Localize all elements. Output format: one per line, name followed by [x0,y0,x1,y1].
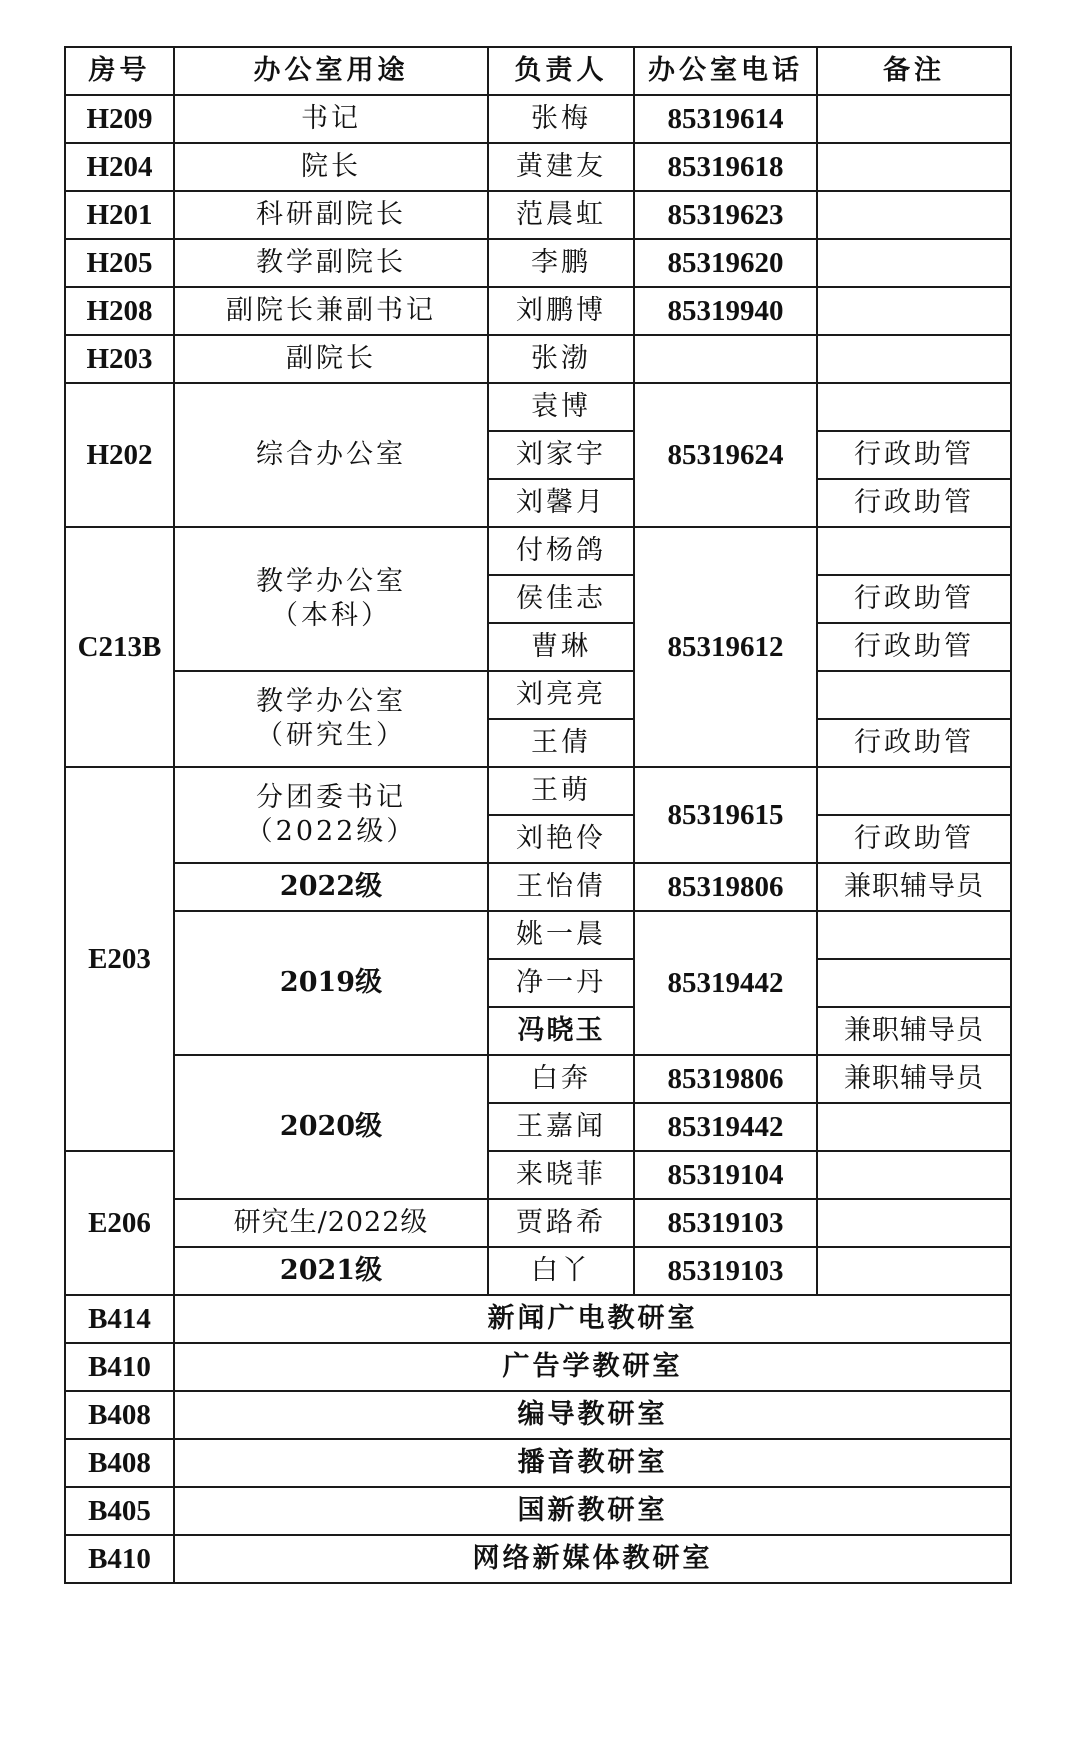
room-cell: B410 [65,1535,174,1583]
person-cell: 冯晓玉 [488,1007,634,1055]
room-cell: E206 [65,1151,174,1295]
purpose-line: （本科） [271,600,391,631]
phone-cell: 85319614 [634,95,817,143]
note-cell [817,95,1011,143]
person-cell: 刘亮亮 [488,671,634,719]
purpose-cell: 院长 [174,143,488,191]
person-cell: 张渤 [488,335,634,383]
person-cell: 张梅 [488,95,634,143]
note-cell [817,335,1011,383]
table-row [65,1439,1011,1487]
purpose-cell: 科研副院长 [174,191,488,239]
person-cell: 净一丹 [488,959,634,1007]
table-row [65,287,1011,335]
person-cell: 李鹏 [488,239,634,287]
phone-cell: 85319940 [634,287,817,335]
room-cell: E203 [65,767,174,1151]
phone-cell: 85319618 [634,143,817,191]
person-cell: 贾路希 [488,1199,634,1247]
purpose-cell: 教学副院长 [174,239,488,287]
table-row [65,95,1011,143]
phone-cell: 85319103 [634,1247,817,1295]
teaching-room-name: 新闻广电教研室 [174,1295,1011,1343]
purpose-line: 教学办公室 [256,686,406,718]
person-cell: 侯佳志 [488,575,634,623]
table-row [65,1343,1011,1391]
note-cell [817,1151,1011,1199]
note-cell: 兼职辅导员 [817,863,1011,911]
person-cell: 范晨虹 [488,191,634,239]
person-cell: 刘馨月 [488,479,634,527]
room-cell: H203 [65,335,174,383]
room-cell: B408 [65,1439,174,1487]
person-cell: 王嘉闻 [488,1103,634,1151]
table-row [65,143,1011,191]
header-purpose: 办公室用途 [174,47,488,95]
room-cell: B405 [65,1487,174,1535]
room-cell: H202 [65,383,174,527]
table-row [65,863,1011,911]
note-cell: 行政助管 [817,719,1011,767]
phone-cell [634,335,817,383]
table-row [65,1295,1011,1343]
room-cell: B408 [65,1391,174,1439]
teaching-room-name: 网络新媒体教研室 [174,1535,1011,1583]
table-row [65,767,1011,815]
person-cell: 刘鹏博 [488,287,634,335]
purpose-line: （研究生） [256,720,406,751]
phone-cell: 85319615 [634,767,817,863]
table-row [65,527,1011,575]
room-cell: H201 [65,191,174,239]
teaching-room-name: 广告学教研室 [174,1343,1011,1391]
purpose-line: 教学办公室 [256,566,406,598]
header-phone: 办公室电话 [634,47,817,95]
person-cell: 来晓菲 [488,1151,634,1199]
person-cell: 姚一晨 [488,911,634,959]
person-cell: 王萌 [488,767,634,815]
note-cell [817,671,1011,719]
table-row [65,1487,1011,1535]
phone-cell: 85319442 [634,911,817,1055]
person-cell: 袁博 [488,383,634,431]
teaching-room-name: 播音教研室 [174,1439,1011,1487]
note-cell [817,239,1011,287]
table-row [65,671,1011,719]
note-cell: 行政助管 [817,431,1011,479]
purpose-cell: 副院长兼副书记 [174,287,488,335]
teaching-room-name: 编导教研室 [174,1391,1011,1439]
table-row [65,1199,1011,1247]
room-cell: H205 [65,239,174,287]
note-cell [817,383,1011,431]
table-row [65,1535,1011,1583]
person-cell: 刘艳伶 [488,815,634,863]
table-row [65,911,1011,959]
note-cell [817,191,1011,239]
phone-cell: 85319103 [634,1199,817,1247]
room-cell: B410 [65,1343,174,1391]
note-cell [817,767,1011,815]
person-cell: 付杨鸽 [488,527,634,575]
purpose-cell: 综合办公室 [174,383,488,527]
purpose-cell [174,527,488,671]
purpose-cell: 2021级 [174,1247,488,1295]
phone-cell: 85319612 [634,527,817,767]
teaching-room-name: 国新教研室 [174,1487,1011,1535]
table-row [65,1391,1011,1439]
table-row [65,239,1011,287]
person-cell: 黄建友 [488,143,634,191]
table-row [65,1055,1011,1103]
note-cell [817,1199,1011,1247]
purpose-cell: 2022级 [174,863,488,911]
purpose-cell: 2019级 [174,911,488,1055]
header-row [65,47,1011,95]
phone-cell: 85319806 [634,863,817,911]
purpose-cell [174,671,488,767]
note-cell [817,959,1011,1007]
person-cell: 曹琳 [488,623,634,671]
note-cell [817,911,1011,959]
phone-cell: 85319104 [634,1151,817,1199]
person-cell: 刘家宇 [488,431,634,479]
phone-cell: 85319623 [634,191,817,239]
purpose-cell: 副院长 [174,335,488,383]
person-cell: 王倩 [488,719,634,767]
purpose-line: 分团委书记 [256,782,406,814]
purpose-cell [174,767,488,863]
header-note: 备注 [817,47,1011,95]
phone-cell: 85319806 [634,1055,817,1103]
person-cell: 白丫 [488,1247,634,1295]
purpose-cell: 2020级 [174,1055,488,1199]
room-cell: H204 [65,143,174,191]
note-cell: 行政助管 [817,575,1011,623]
header-room: 房号 [65,47,174,95]
purpose-cell: 书记 [174,95,488,143]
room-cell: C213B [65,527,174,767]
note-cell: 兼职辅导员 [817,1055,1011,1103]
header-person: 负责人 [488,47,634,95]
person-cell: 白奔 [488,1055,634,1103]
purpose-line: （2022级） [245,816,417,847]
note-cell: 行政助管 [817,623,1011,671]
table-row [65,1247,1011,1295]
phone-cell: 85319620 [634,239,817,287]
note-cell [817,143,1011,191]
room-cell: H208 [65,287,174,335]
note-cell [817,1247,1011,1295]
table-row [65,191,1011,239]
room-cell: H209 [65,95,174,143]
table-row [65,383,1011,431]
room-cell: B414 [65,1295,174,1343]
table-row [65,335,1011,383]
note-cell [817,1103,1011,1151]
office-directory-table [64,46,1012,1584]
note-cell: 兼职辅导员 [817,1007,1011,1055]
phone-cell: 85319624 [634,383,817,527]
note-cell [817,287,1011,335]
note-cell: 行政助管 [817,815,1011,863]
note-cell: 行政助管 [817,479,1011,527]
purpose-cell: 研究生/2022级 [174,1199,488,1247]
phone-cell: 85319442 [634,1103,817,1151]
note-cell [817,527,1011,575]
person-cell: 王怡倩 [488,863,634,911]
